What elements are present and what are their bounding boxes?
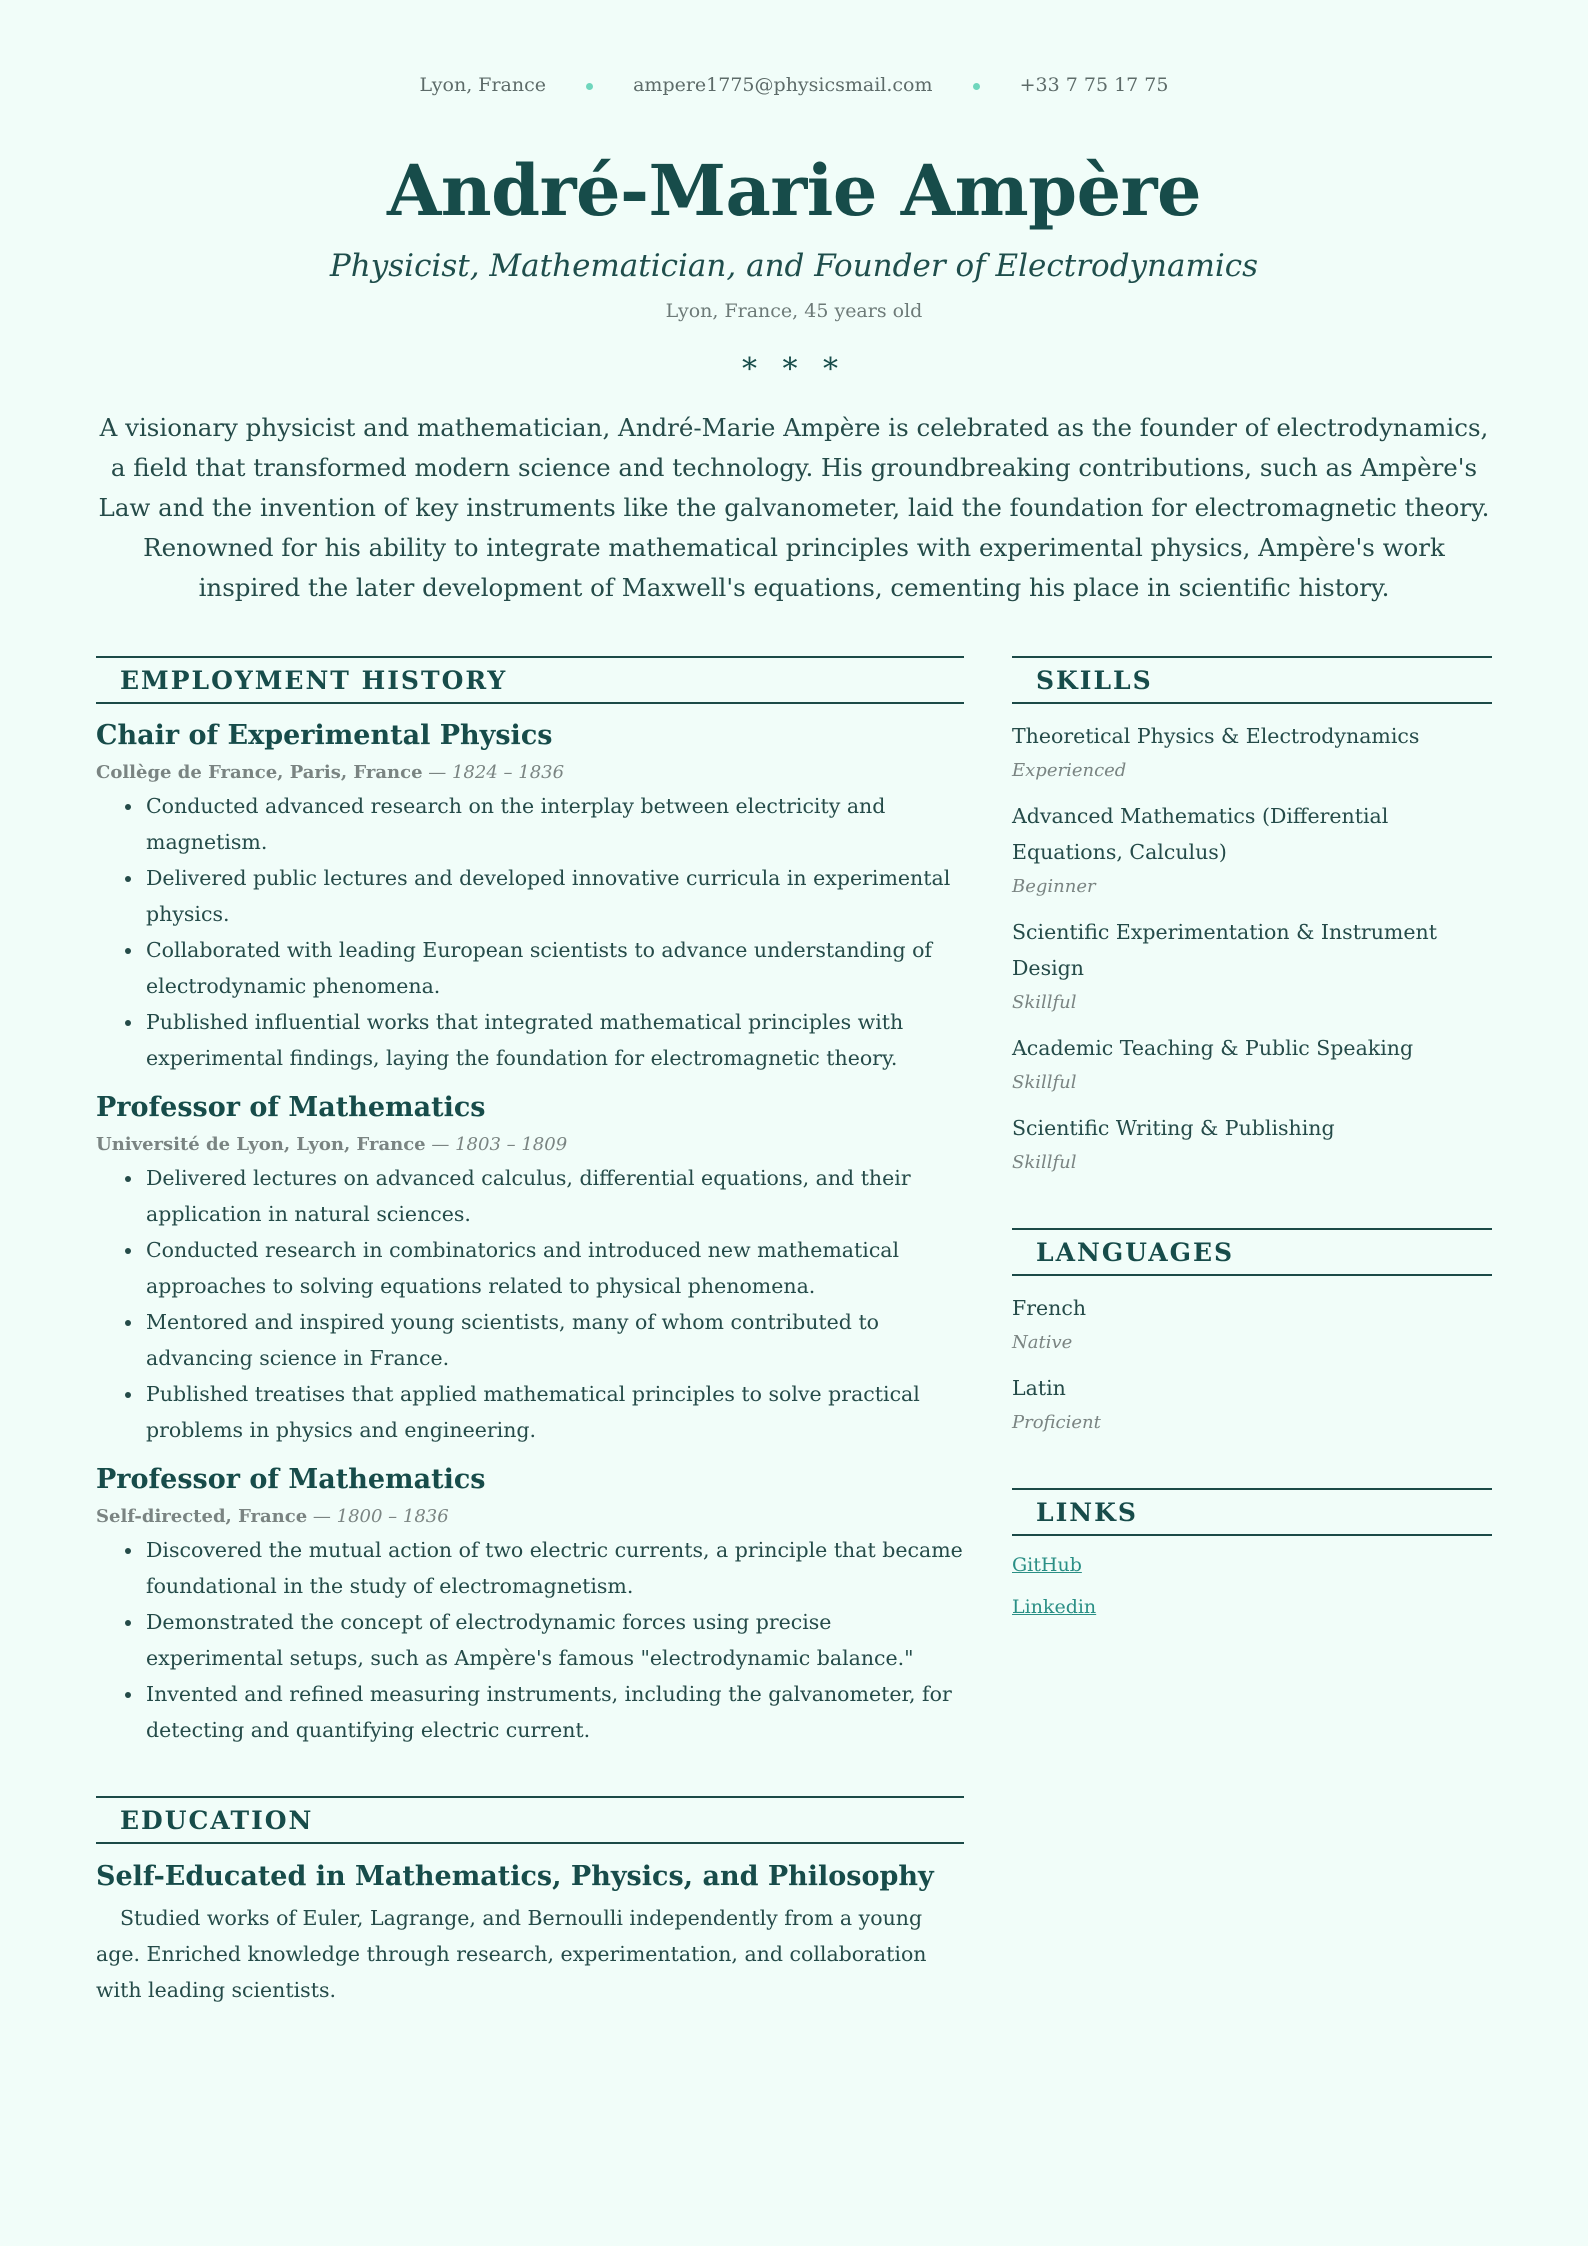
job-organization: Self-directed, France xyxy=(96,1506,308,1527)
languages-list xyxy=(1012,1290,1492,1436)
job-bullets xyxy=(96,1532,964,1748)
job-bullets xyxy=(96,788,964,1076)
job-bullet: • Demonstrated the concept of electrodynamic forces using precise experimental setups, such as Ampère's famous "electrodynamic balance." xyxy=(144,1604,964,1676)
main-column xyxy=(96,656,964,2008)
job-meta xyxy=(96,760,964,786)
links-heading: LINKS xyxy=(1012,1488,1492,1536)
meta-separator: — xyxy=(425,1134,456,1155)
education-description: Studied works of Euler, Lagrange, and Bernoulli independently from a young age. Enriched knowledge through research, experimentation, and collaboration with leading scientists. xyxy=(96,1906,927,2002)
skills-list xyxy=(1012,718,1492,1176)
job-bullet: • Collaborated with leading European scientists to advance understanding of electrodynamic phenomena. xyxy=(144,932,964,1004)
skill-item xyxy=(1012,1030,1492,1096)
job-entry xyxy=(96,718,964,1076)
skill-item xyxy=(1012,718,1492,784)
skill-name: Scientific Experimentation & Instrument Design xyxy=(1012,920,1437,980)
language-name: Latin xyxy=(1012,1376,1066,1400)
job-meta xyxy=(96,1504,964,1530)
side-column xyxy=(1012,656,1492,1620)
language-item xyxy=(1012,1290,1492,1356)
separator-dot-icon xyxy=(586,83,593,90)
language-level: Native xyxy=(1012,1332,1073,1353)
job-bullet: • Delivered public lectures and developed innovative curricula in experimental physics. xyxy=(144,860,964,932)
employment-heading: EMPLOYMENT HISTORY xyxy=(96,656,964,704)
contact-phone[interactable]: +33 7 75 17 75 xyxy=(1019,74,1169,96)
job-organization: Université de Lyon, Lyon, France xyxy=(96,1134,426,1155)
skill-level: Experienced xyxy=(1012,760,1127,781)
link-linkedin[interactable]: Linkedin xyxy=(1012,1596,1097,1618)
link-github[interactable]: GitHub xyxy=(1012,1554,1082,1576)
education-title: Self-Educated in Mathematics, Physics, and Philosophy xyxy=(96,1861,934,1892)
profile-summary: A visionary physicist and mathematician, André-Marie Ampère is celebrated as the founder of electrodynamics, a field that transformed modern science and technology. His groundbreaking contributions, such as Ampère's Law and the invention of key instruments like the galvanometer, laid the foundation for electromagnetic theory. Renowned for his ability to integrate mathematical principles with experimental physics, Ampère's work inspired the later development of Maxwell's equations, cementing his place in scientific history. xyxy=(98,413,1490,602)
meta-separator: — xyxy=(422,762,452,783)
job-bullet: • Published influential works that integrated mathematical principles with experimental findings, laying the foundation for electromagnetic theory. xyxy=(144,1004,964,1076)
job-bullet: • Conducted advanced research on the interplay between electricity and magnetism. xyxy=(144,788,964,860)
languages-heading: LANGUAGES xyxy=(1012,1228,1492,1276)
contact-bar xyxy=(0,74,1588,96)
skill-level: Skillful xyxy=(1012,1152,1077,1173)
job-bullet: • Discovered the mutual action of two electric currents, a principle that became foundational in the study of electromagnetism. xyxy=(144,1532,964,1604)
skill-name: Advanced Mathematics (Differential Equations, Calculus) xyxy=(1012,804,1389,864)
skill-name: Theoretical Physics & Electrodynamics xyxy=(1012,724,1420,748)
job-organization: Collège de France, Paris, France xyxy=(96,762,423,783)
skill-name: Scientific Writing & Publishing xyxy=(1012,1116,1335,1140)
person-name: André-Marie Ampère xyxy=(386,149,1202,232)
job-title: Professor of Mathematics xyxy=(96,1464,486,1495)
meta-separator: — xyxy=(307,1506,337,1527)
language-item xyxy=(1012,1370,1492,1436)
separator-dot-icon xyxy=(973,83,980,90)
person-headline: Physicist, Mathematician, and Founder of Electrodynamics xyxy=(329,248,1259,284)
contact-location: Lyon, France xyxy=(419,74,546,96)
skill-item xyxy=(1012,798,1492,900)
job-bullet: • Delivered lectures on advanced calculus, differential equations, and their application in natural sciences. xyxy=(144,1160,964,1232)
job-bullet: • Invented and refined measuring instruments, including the galvanometer, for detecting and quantifying electric current. xyxy=(144,1676,964,1748)
language-name: French xyxy=(1012,1296,1087,1320)
job-dates: 1803 – 1809 xyxy=(455,1134,568,1155)
job-dates: 1800 – 1836 xyxy=(336,1506,449,1527)
links-list xyxy=(1012,1552,1492,1620)
education-entry xyxy=(96,1858,964,2008)
skill-level: Skillful xyxy=(1012,1072,1077,1093)
language-level: Proficient xyxy=(1012,1412,1101,1433)
job-bullet: • Conducted research in combinatorics and introduced new mathematical approaches to solving equations related to physical phenomena. xyxy=(144,1232,964,1304)
education-heading: EDUCATION xyxy=(96,1796,964,1844)
skill-name: Academic Teaching & Public Speaking xyxy=(1012,1036,1414,1060)
job-bullet: • Published treatises that applied mathematical principles to solve practical problems in physics and engineering. xyxy=(144,1376,964,1448)
skill-item xyxy=(1012,1110,1492,1176)
skill-item xyxy=(1012,914,1492,1016)
section-divider: * * * xyxy=(741,352,847,387)
employment-list xyxy=(96,718,964,1748)
job-dates: 1824 – 1836 xyxy=(451,762,565,783)
skill-level: Skillful xyxy=(1012,992,1077,1013)
job-bullet: • Mentored and inspired young scientists, many of whom contributed to advancing science in France. xyxy=(144,1304,964,1376)
skill-level: Beginner xyxy=(1012,876,1096,897)
job-entry xyxy=(96,1090,964,1448)
job-meta xyxy=(96,1132,964,1158)
job-title: Professor of Mathematics xyxy=(96,1092,486,1123)
job-bullets xyxy=(96,1160,964,1448)
job-entry xyxy=(96,1462,964,1748)
person-subline: Lyon, France, 45 years old xyxy=(665,300,923,322)
job-title: Chair of Experimental Physics xyxy=(96,720,553,751)
contact-email[interactable]: ampere1775@physicsmail.com xyxy=(633,74,933,96)
skills-heading: SKILLS xyxy=(1012,656,1492,704)
